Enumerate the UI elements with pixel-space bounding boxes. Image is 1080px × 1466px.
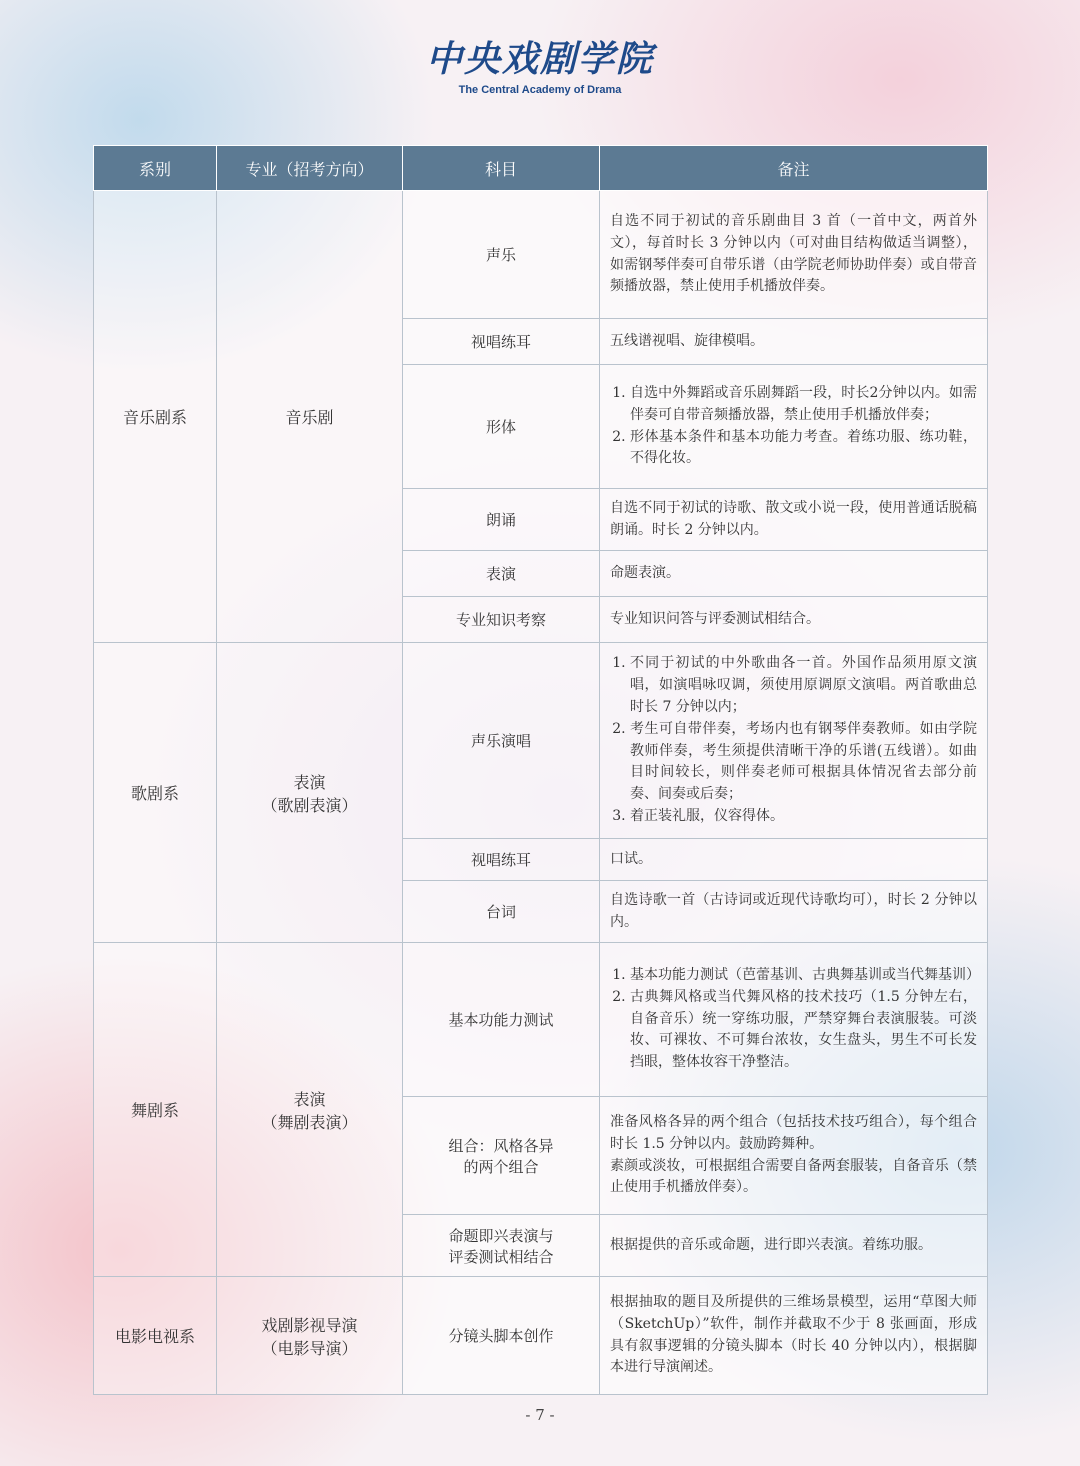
subject-line: 声乐演唱 (470, 732, 531, 750)
subject-line: 声乐 (485, 246, 516, 264)
subject-cell (403, 365, 600, 489)
subject-line: 组合：风格各异 (448, 1136, 554, 1155)
note-cell (600, 881, 988, 943)
note-list-item: 2. 古典舞风格或当代舞风格的技术技巧（1.5 分钟左右，自备音乐）统一穿练功服，严禁穿舞台表演服装。可淡妆、可裸妆、不可舞台浓妆，女生盘头，男生不可长发挡眼，整体妆容干净整洁。 (630, 987, 977, 1074)
note-list (610, 383, 977, 470)
table-row (94, 943, 988, 1097)
note-list (610, 653, 977, 827)
exam-table (93, 145, 988, 1395)
note-list-item: 3. 着正装礼服，仪容得体。 (630, 806, 977, 828)
subject-line: 台词 (485, 903, 516, 921)
note-cell (600, 489, 988, 551)
note-text: 命题表演。 (610, 564, 680, 581)
dept-cell: 舞剧系 (94, 943, 217, 1277)
table-row (94, 1277, 988, 1395)
page-number: - 7 - (525, 1406, 555, 1424)
note-list-item: 1. 自选中外舞蹈或音乐剧舞蹈一段，时长2分钟以内。如需伴奏可自带音频播放器，禁止使用手机播放伴奏； (630, 383, 977, 427)
header-major: 专业（招考方向） (217, 146, 403, 191)
table-row (94, 191, 988, 319)
subject-line: 形体 (485, 418, 516, 436)
subject-cell (403, 191, 600, 319)
subject-cell (403, 551, 600, 597)
subject-cell (403, 1215, 600, 1277)
dept-cell: 电影电视系 (94, 1277, 217, 1395)
note-text: 自选不同于初试的诗歌、散文或小说一段，使用普通话脱稿朗诵。时长 2 分钟以内。 (610, 499, 977, 538)
subject-cell (403, 881, 600, 943)
major-line: 戏剧影视导演 (261, 1315, 358, 1335)
major-line: （电影导演） (261, 1338, 358, 1358)
subject-line: 视唱练耳 (470, 333, 531, 351)
logo-english: The Central Academy of Drama (458, 84, 622, 96)
note-cell (600, 1215, 988, 1277)
note-text: 根据抽取的题目及所提供的三维场景模型，运用“草图大师（SketchUp）”软件，制作并截取不少于 8 张画面，形成具有叙事逻辑的分镜头脚本（时长 40 分钟以内），根据脚本进行导演阐述。 (610, 1293, 977, 1376)
table-row (94, 643, 988, 839)
subject-cell (403, 597, 600, 643)
note-cell (600, 839, 988, 881)
note-cell (600, 597, 988, 643)
subject-cell (403, 1097, 600, 1215)
note-text: 五线谱视唱、旋律模唱。 (610, 332, 764, 349)
note-cell (600, 191, 988, 319)
table-header-row (94, 146, 988, 191)
note-list (610, 965, 980, 1074)
note-text: 根据提供的音乐或命题，进行即兴表演。着练功服。 (610, 1236, 932, 1253)
note-list-item: 2. 考生可自带伴奏，考场内也有钢琴伴奏教师。如由学院教师伴奏，考生须提供清晰干净的乐谱(五线谱）。如曲目时间较长，则伴奏老师可根据具体情况省去部分前奏、间奏或后奏； (630, 719, 977, 806)
note-list-item: 1. 不同于初试的中外歌曲各一首。外国作品须用原文演唱，如演唱咏叹调，须使用原调原文演唱。两首歌曲总时长 7 分钟以内； (630, 653, 977, 718)
subject-line: 的两个组合 (463, 1157, 539, 1176)
note-cell (600, 551, 988, 597)
subject-cell (403, 489, 600, 551)
subject-line: 视唱练耳 (470, 851, 531, 869)
note-cell (600, 1277, 988, 1395)
note-text: 素颜或淡妆，可根据组合需要自备两套服装，自备音乐（禁止使用手机播放伴奏）。 (610, 1157, 977, 1196)
note-cell (600, 643, 988, 839)
subject-line: 表演 (485, 565, 516, 583)
dept-cell: 歌剧系 (94, 643, 217, 943)
note-text: 自选诗歌一首（古诗词或近现代诗歌均可），时长 2 分钟以内。 (610, 891, 977, 930)
note-text: 准备风格各异的两个组合（包括技术技巧组合），每个组合时长 1.5 分钟以内。鼓励跨舞种。 (610, 1113, 977, 1152)
major-line: 表演 (293, 772, 326, 792)
major-line: 表演 (293, 1089, 326, 1109)
note-cell (600, 1097, 988, 1215)
logo (0, 36, 1080, 96)
major-cell (217, 1277, 403, 1395)
note-list-item: 1. 基本功能力测试（芭蕾基训、古典舞基训或当代舞基训） (630, 965, 977, 987)
subject-line: 命题即兴表演与 (448, 1226, 554, 1245)
note-cell (600, 319, 988, 365)
subject-cell (403, 319, 600, 365)
subject-line: 朗诵 (485, 511, 516, 529)
note-text: 口试。 (610, 850, 652, 867)
header-subject: 科目 (403, 146, 600, 191)
logo-chinese: 中央戏剧学院 (425, 38, 654, 80)
subject-line: 基本功能力测试 (448, 1011, 554, 1029)
note-list-item: 2. 形体基本条件和基本功能力考查。着练功服、练功鞋，不得化妆。 (630, 427, 977, 471)
major-line: （舞剧表演） (261, 1112, 358, 1132)
subject-cell (403, 839, 600, 881)
major-cell (217, 643, 403, 943)
major-line: 音乐剧 (285, 408, 334, 427)
note-text: 专业知识问答与评委测试相结合。 (610, 610, 820, 627)
note-cell (600, 943, 988, 1097)
note-text: 自选不同于初试的音乐剧曲目 3 首（一首中文，两首外文），每首时长 3 分钟以内（可对曲目结构做适当调整），如需钢琴伴奏可自带乐谱（由学院老师协助伴奏）或自带音频播放器，禁止使用手机播放伴奏。 (610, 212, 977, 295)
dept-cell: 音乐剧系 (94, 191, 217, 643)
major-line: （歌剧表演） (261, 795, 358, 815)
header-dept: 系别 (94, 146, 217, 191)
subject-line: 专业知识考察 (455, 611, 546, 629)
major-cell (217, 191, 403, 643)
subject-line: 评委测试相结合 (448, 1247, 554, 1266)
note-cell (600, 365, 988, 489)
header-note: 备注 (600, 146, 988, 191)
subject-cell (403, 1277, 600, 1395)
major-cell (217, 943, 403, 1277)
subject-line: 分镜头脚本创作 (448, 1327, 554, 1345)
subject-cell (403, 943, 600, 1097)
subject-cell (403, 643, 600, 839)
